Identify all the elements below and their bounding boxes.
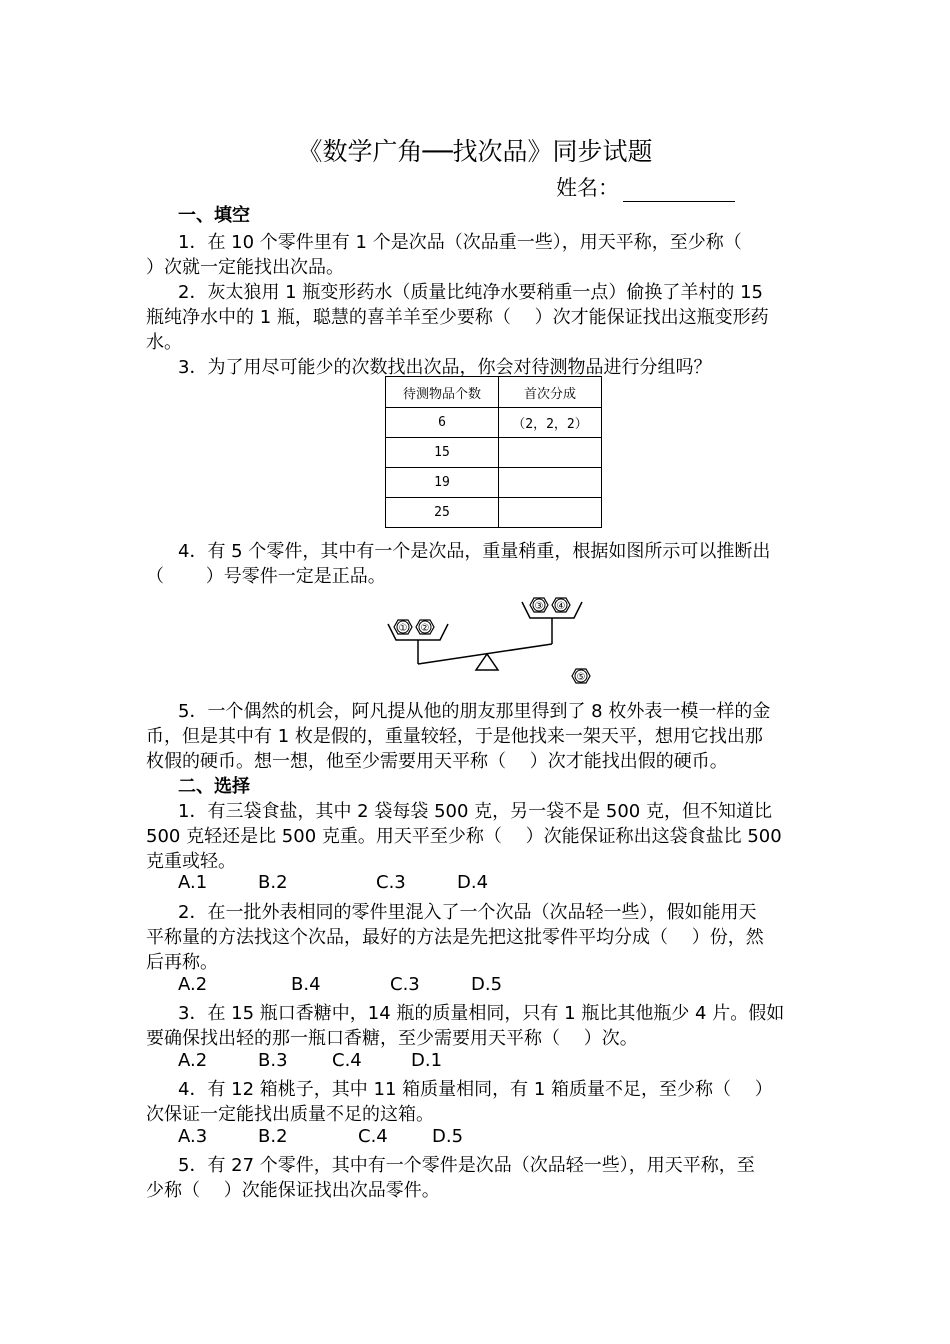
part-label-4: ④	[556, 601, 566, 612]
c2-line3: 后再称。	[146, 952, 218, 973]
part-label-3: ③	[534, 601, 544, 612]
c1-line2: 500 克轻还是比 500 克重。用天平至少称（ ）次能保证称出这袋食盐比 500	[146, 826, 782, 847]
c3-line2: 要确保找出轻的那一瓶口香糖，至少需要用天平称（ ）次。	[146, 1028, 638, 1049]
q4-line1: 4．有 5 个零件，其中有一个是次品，重量稍重，根据如图所示可以推断出	[178, 541, 771, 562]
option-d[interactable]: D.1	[411, 1050, 443, 1071]
table-cell: 25	[386, 498, 499, 528]
option-a[interactable]: A.3	[178, 1126, 208, 1147]
table-header-row	[386, 377, 602, 408]
option-a[interactable]: A.1	[178, 872, 208, 893]
c5-line2: 少称（ ）次能保证找出次品零件。	[146, 1180, 440, 1201]
table-row	[386, 438, 602, 468]
q2-line3: 水。	[146, 332, 182, 353]
name-field	[556, 172, 735, 202]
option-d[interactable]: D.5	[432, 1126, 464, 1147]
option-a[interactable]: A.2	[178, 1050, 208, 1071]
name-label: 姓名：	[556, 176, 619, 200]
option-b[interactable]: B.4	[291, 974, 321, 995]
option-b[interactable]: B.3	[258, 1050, 288, 1071]
section-heading-fill: 一、填空	[178, 205, 250, 226]
c3-line1: 3．在 15 瓶口香糖中，14 瓶的质量相同，只有 1 瓶比其他瓶少 4 片。假如	[178, 1003, 785, 1024]
q1-line1: 1．在 10 个零件里有 1 个是次品（次品重一些），用天平称，至少称（	[178, 232, 742, 253]
page-title: 《数学广角──找次品》同步试题	[297, 137, 653, 166]
c2-line2: 平称量的方法找这个次品，最好的方法是先把这批零件平均分成（ ）份，然	[146, 927, 764, 948]
option-c[interactable]: C.3	[390, 974, 420, 995]
table-cell[interactable]	[499, 438, 602, 468]
q5-line3: 枚假的硬币。想一想，他至少需要用天平称（ ）次才能找出假的硬币。	[146, 751, 728, 772]
balance-fulcrum	[476, 654, 498, 670]
name-blank[interactable]	[623, 179, 735, 202]
part-label-5: ⑤	[576, 672, 586, 683]
q4-line2: （ ）号零件一定是正品。	[146, 566, 386, 587]
q5-line1: 5．一个偶然的机会，阿凡提从他的朋友那里得到了 8 枚外表一模一样的金	[178, 701, 771, 722]
option-a[interactable]: A.2	[178, 974, 208, 995]
option-c[interactable]: C.3	[376, 872, 406, 893]
q5-line2: 币，但是其中有 1 枚是假的，重量较轻，于是他找来一架天平，想用它找出那	[146, 726, 763, 747]
c4-line1: 4．有 12 箱桃子，其中 11 箱质量相同，有 1 箱质量不足，至少称（ ）	[178, 1079, 773, 1100]
c2-line1: 2．在一批外表相同的零件里混入了一个次品（次品轻一些），假如能用天	[178, 902, 757, 923]
table-cell: 19	[386, 468, 499, 498]
option-b[interactable]: B.2	[258, 1126, 288, 1147]
c5-line1: 5．有 27 个零件，其中有一个零件是次品（次品轻一些），用天平称，至	[178, 1155, 755, 1176]
c4-line2: 次保证一定能找出质量不足的这箱。	[146, 1104, 434, 1125]
part-label-1: ①	[398, 623, 408, 634]
table-header-cell: 待测物品个数	[386, 377, 499, 408]
option-d[interactable]: D.4	[457, 872, 489, 893]
q2-line1: 2．灰太狼用 1 瓶变形药水（质量比纯净水要稍重一点）偷换了羊村的 15	[178, 282, 763, 303]
grouping-table	[385, 376, 602, 528]
c1-line1: 1．有三袋食盐，其中 2 袋每袋 500 克，另一袋不是 500 克，但不知道比	[178, 801, 772, 822]
q2-line2: 瓶纯净水中的 1 瓶，聪慧的喜羊羊至少要称（ ）次才能保证找出这瓶变形药	[146, 307, 769, 328]
table-cell: （2，2，2）	[499, 408, 602, 438]
table-header-cell: 首次分成	[499, 377, 602, 408]
option-d[interactable]: D.5	[471, 974, 503, 995]
part-label-2: ②	[420, 623, 430, 634]
option-c[interactable]: C.4	[358, 1126, 388, 1147]
table-cell: 6	[386, 408, 499, 438]
q3-line1: 3．为了用尽可能少的次数找出次品，你会对待测物品进行分组吗？	[178, 357, 712, 378]
table-cell: 15	[386, 438, 499, 468]
table-row	[386, 468, 602, 498]
table-row	[386, 408, 602, 438]
table-cell[interactable]	[499, 468, 602, 498]
section-heading-choice: 二、选择	[178, 776, 250, 797]
q1-line2: ）次就一定能找出次品。	[146, 257, 344, 278]
table-row	[386, 498, 602, 528]
c1-line3: 克重或轻。	[146, 851, 236, 872]
option-b[interactable]: B.2	[258, 872, 288, 893]
balance-scale-figure	[380, 590, 600, 690]
option-c[interactable]: C.4	[332, 1050, 362, 1071]
table-cell[interactable]	[499, 498, 602, 528]
